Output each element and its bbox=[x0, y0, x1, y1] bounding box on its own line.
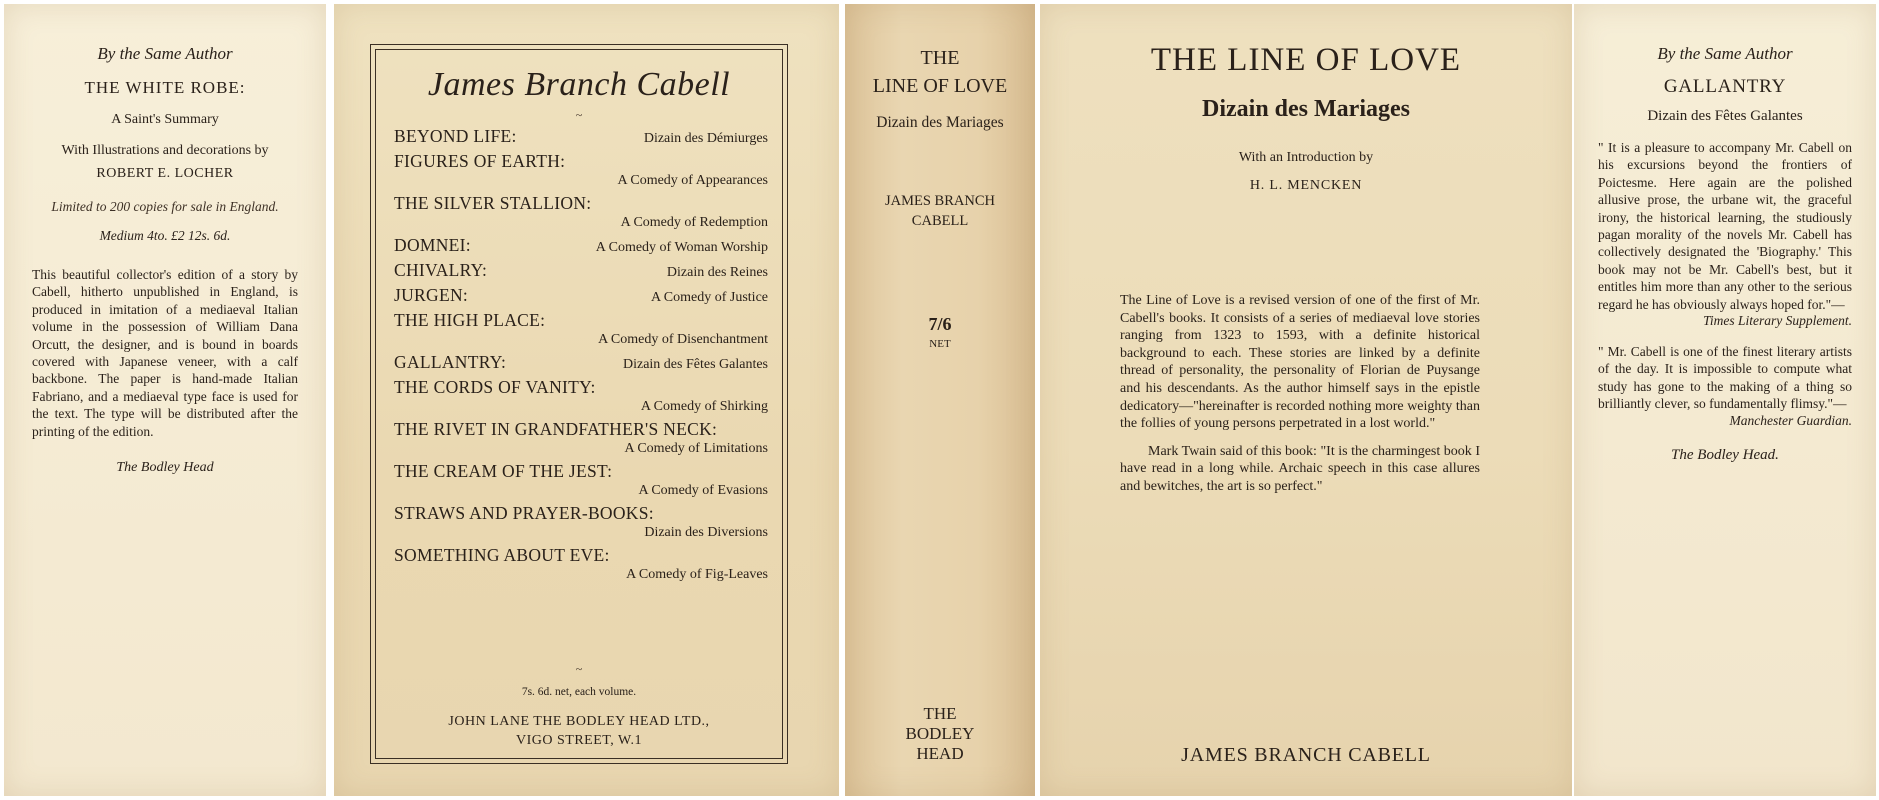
book-list-item bbox=[394, 310, 768, 348]
review-source-2: Manchester Guardian. bbox=[1729, 412, 1852, 428]
spine-price: 7/6 bbox=[928, 314, 952, 334]
book-list-title: CHIVALRY: bbox=[394, 260, 488, 280]
book-list-title: SOMETHING ABOUT EVE: bbox=[394, 545, 610, 565]
review-quote-2: " Mr. Cabell is one of the finest literary artists of the day. It is impossible to compute what study has gone to the making of a thing so brilliantly clever, so fundamentally flimsy."— bbox=[1598, 344, 1852, 412]
flap-heading: By the Same Author bbox=[97, 44, 233, 63]
flap-price: Medium 4to. £2 12s. 6d. bbox=[99, 228, 231, 243]
spine-publisher bbox=[845, 704, 1035, 764]
spine-author bbox=[845, 191, 1035, 231]
blurb bbox=[1120, 292, 1480, 506]
book-list-subtitle: A Comedy of Fig-Leaves bbox=[626, 567, 768, 582]
book-list-title: THE CORDS OF VANITY: bbox=[394, 377, 596, 397]
book-list-item bbox=[394, 545, 768, 583]
publisher-address bbox=[370, 712, 788, 750]
spine-net: NET bbox=[929, 338, 951, 350]
blurb-paragraph-1: The Line of Love is a revised version of one of the first of Mr. Cabell's books. It consists of a series of mediaeval love stories ranging from 1323 to 1593, with a definite historical background to each. These stories are linked by a definite thread of personality, the personality of Florian de Puysange and his descendants. As the author himself says in the epistle dedicatory—"hereinafter is recorded nothing more weighty than the follies of young persons perpetrated in a lost world." bbox=[1120, 293, 1480, 432]
book-list-title: FIGURES OF EARTH: bbox=[394, 151, 566, 171]
spine-title-line-1: THE bbox=[920, 47, 960, 69]
book-title: THE LINE OF LOVE bbox=[1150, 42, 1462, 78]
introduction-author: H. L. MENCKEN bbox=[1249, 178, 1363, 193]
flap-illustrations-note: With Illustrations and decorations by bbox=[61, 143, 269, 158]
spine-author-line-1: JAMES BRANCH bbox=[885, 193, 995, 209]
publisher-line-1: JOHN LANE THE BODLEY HEAD LTD., bbox=[448, 714, 710, 729]
spine-publisher-line-3: HEAD bbox=[916, 744, 964, 763]
flap-limited-note: Limited to 200 copies for sale in England. bbox=[51, 199, 279, 214]
spine-title-line-2: LINE OF LOVE bbox=[872, 75, 1008, 97]
book-list-subtitle: A Comedy of Justice bbox=[650, 290, 768, 305]
spine bbox=[845, 4, 1035, 796]
review-source-1: Times Literary Supplement. bbox=[1703, 313, 1852, 329]
ornament-top: ~ bbox=[575, 108, 583, 122]
flap-heading: By the Same Author bbox=[1657, 44, 1793, 63]
book-list-title: JURGEN: bbox=[394, 285, 469, 305]
book-list-title: THE CREAM OF THE JEST: bbox=[394, 461, 613, 481]
flap-book-title: THE WHITE ROBE: bbox=[84, 78, 246, 97]
author-name: James Branch Cabell bbox=[427, 66, 731, 103]
introduction-note: With an Introduction by bbox=[1238, 150, 1374, 165]
blurb-paragraph-2: Mark Twain said of this book: "It is the charmingest book I have read in a long while. Archaic speech in this case allures and bewitches, the art is so perfect." bbox=[1120, 443, 1480, 494]
book-list-item bbox=[394, 193, 768, 231]
ornament-bottom: ~ bbox=[575, 662, 583, 676]
book-list-title: STRAWS AND PRAYER-BOOKS: bbox=[394, 503, 654, 523]
left-flap bbox=[4, 4, 326, 796]
back-cover bbox=[334, 4, 839, 796]
book-list-subtitle: A Comedy of Disenchantment bbox=[598, 332, 768, 347]
flap-book-title: GALLANTRY bbox=[1663, 76, 1787, 97]
flap-description: This beautiful collector's edition of a story by Cabell, hitherto unpublished in England, is produced in imitation of a mediaeval Italian volume in the possession of William Dana Orcutt, the designer, and is bound in boards covered with Japanese veneer, with a calf backbone. The paper is hand-made Italian Fabriano, and a mediaeval type face is used for the text. The type will be distributed after the printing of the edition. bbox=[32, 267, 298, 439]
book-list-title: THE RIVET IN GRANDFATHER'S NECK: bbox=[394, 419, 718, 439]
book-list-title: GALLANTRY: bbox=[394, 352, 507, 372]
publisher-line-2: VIGO STREET, W.1 bbox=[516, 733, 642, 748]
book-list-subtitle: A Comedy of Woman Worship bbox=[595, 240, 768, 255]
book-list-item bbox=[394, 352, 768, 373]
book-list-item bbox=[394, 419, 768, 457]
book-list bbox=[394, 126, 768, 587]
flap-publisher: The Bodley Head bbox=[116, 460, 214, 476]
right-flap bbox=[1574, 4, 1876, 796]
book-list-item bbox=[394, 503, 768, 541]
book-list-subtitle: A Comedy of Limitations bbox=[624, 441, 768, 456]
book-list-item bbox=[394, 151, 768, 189]
flap-illustrator: ROBERT E. LOCHER bbox=[96, 166, 234, 181]
book-list-title: THE HIGH PLACE: bbox=[394, 310, 546, 330]
book-list-subtitle: A Comedy of Shirking bbox=[640, 399, 768, 414]
book-list-item bbox=[394, 260, 768, 281]
book-list-item bbox=[394, 235, 768, 256]
spine-publisher-line-1: THE bbox=[923, 704, 957, 723]
flap-publisher: The Bodley Head. bbox=[1671, 446, 1779, 463]
book-list-subtitle: A Comedy of Redemption bbox=[620, 215, 768, 230]
book-list-item bbox=[394, 126, 768, 147]
book-list-subtitle: Dizain des Reines bbox=[666, 265, 768, 280]
book-list-subtitle: A Comedy of Appearances bbox=[617, 173, 768, 188]
front-author-name: JAMES BRANCH CABELL bbox=[1181, 744, 1431, 766]
spine-publisher-line-2: BODLEY bbox=[905, 724, 975, 743]
price-note: 7s. 6d. net, each volume. bbox=[521, 686, 637, 698]
book-list-subtitle: A Comedy of Evasions bbox=[638, 483, 768, 498]
book-list-title: DOMNEI: bbox=[394, 235, 471, 255]
book-list-title: BEYOND LIFE: bbox=[394, 126, 517, 146]
book-subtitle: Dizain des Mariages bbox=[1202, 96, 1410, 122]
spine-title bbox=[845, 44, 1035, 100]
book-list-subtitle: Dizain des Diversions bbox=[644, 525, 768, 540]
book-list-item bbox=[394, 285, 768, 306]
book-list-title: THE SILVER STALLION: bbox=[394, 193, 592, 213]
review-quote-1: " It is a pleasure to accompany Mr. Cabell on his excursions beyond the frontiers of Poictesme. Here again are the polished allusive prose, the urbane wit, the graceful irony, the historical learning, the studiously pagan morality of the novels Mr. Cabell has collectively designated the 'Biography.' This book may not be Mr. Cabell's best, but it entitles him more than any other to the serious regard he has obviously always hoped for."— bbox=[1598, 140, 1852, 312]
book-list-subtitle: Dizain des Fêtes Galantes bbox=[622, 357, 768, 372]
book-list-subtitle: Dizain des Démiurges bbox=[643, 131, 768, 146]
book-list-item bbox=[394, 461, 768, 499]
flap-book-subtitle: Dizain des Fêtes Galantes bbox=[1647, 108, 1803, 124]
book-list-item bbox=[394, 377, 768, 415]
spine-subtitle: Dizain des Mariages bbox=[876, 114, 1004, 131]
front-cover bbox=[1040, 4, 1572, 796]
flap-book-subtitle: A Saint's Summary bbox=[111, 112, 219, 127]
spine-author-line-2: CABELL bbox=[911, 213, 969, 229]
